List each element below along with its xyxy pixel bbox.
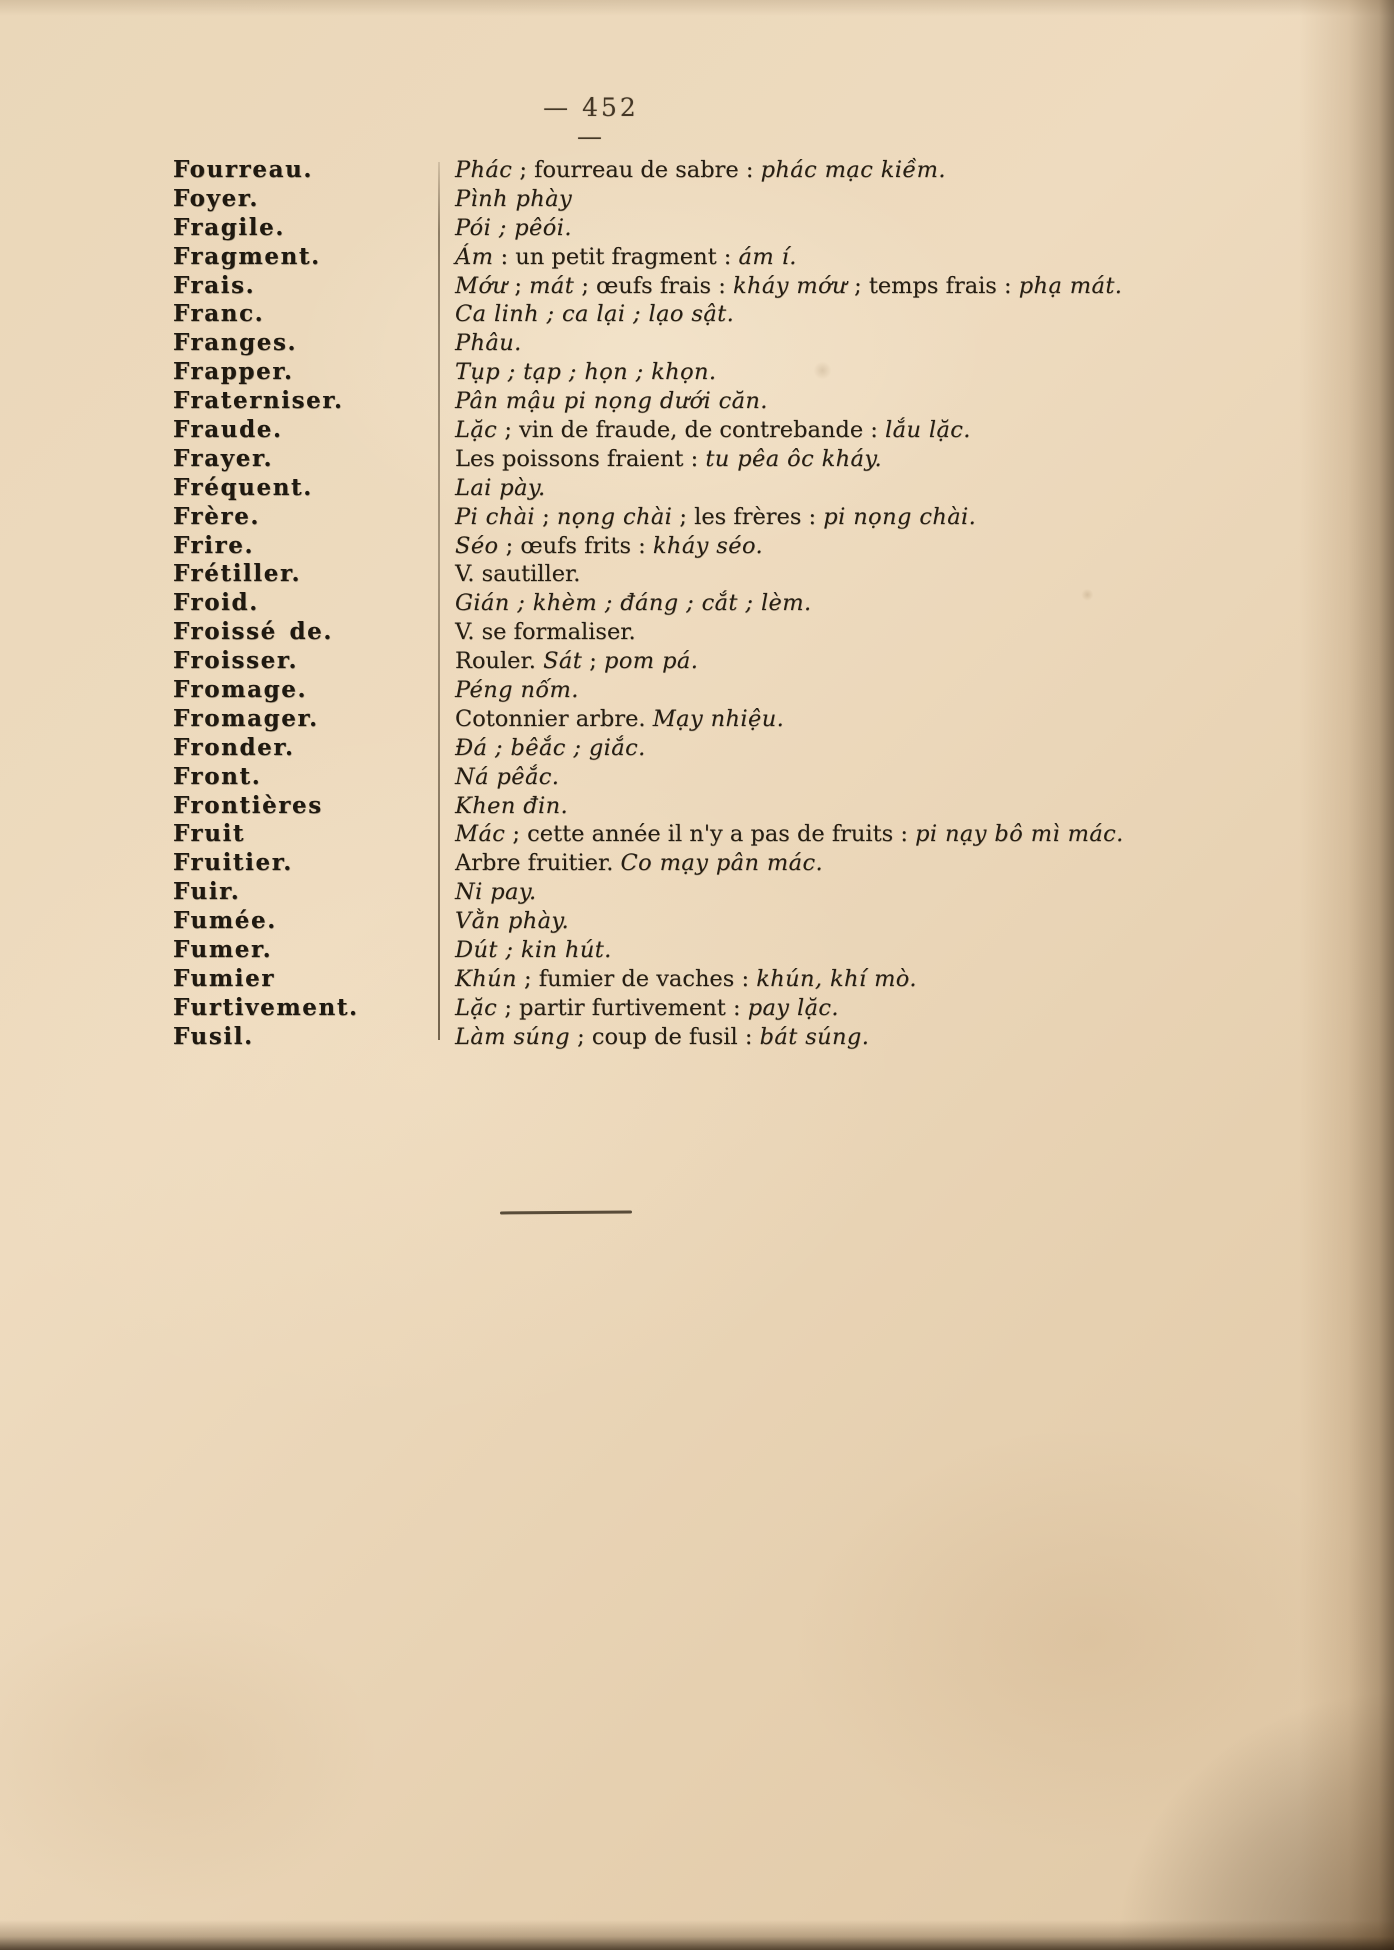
definition-text: Ná pêắc. (455, 763, 560, 790)
definition-text: Khen đin. (455, 792, 569, 819)
french-headword: Front. (173, 762, 262, 790)
definition-text: Lai pày. (455, 474, 546, 501)
dictionary-entry-row (0, 589, 1340, 618)
dictionary-entry-row (0, 358, 1340, 387)
definition-text: Séo ; œufs frits : kháy séo. (455, 532, 764, 559)
definition-text: Lặc ; vin de fraude, de contrebande : lắu lặc. (455, 417, 971, 444)
dictionary-entry-row (0, 734, 1340, 763)
definition-text: Phác ; fourreau de sabre : phác mạc kiềm. (455, 157, 946, 183)
dictionary-entry-row (0, 329, 1340, 358)
definition-text: Dút ; kin hút. (455, 937, 612, 964)
dictionary-entries (0, 156, 1340, 1052)
page-bottom-shadow (0, 1920, 1394, 1950)
french-headword: Frontières (173, 791, 323, 819)
french-headword: Franc. (173, 300, 265, 328)
french-headword: Fronder. (173, 733, 295, 761)
definition-text: V. se formaliser. (455, 619, 636, 646)
definition-text: Tụp ; tạp ; họn ; khọn. (455, 359, 717, 386)
french-headword: Fromager. (173, 704, 319, 732)
dictionary-entry-row (0, 185, 1340, 214)
french-headword: Fusil. (173, 1022, 254, 1050)
french-headword: Furtivement. (173, 993, 359, 1021)
dictionary-entry-row (0, 243, 1340, 272)
definition-text: Rouler. Sát ; pom pá. (455, 648, 699, 675)
dictionary-entry-row (0, 445, 1340, 474)
dictionary-entry-row (0, 618, 1340, 647)
dictionary-entry-row (0, 560, 1340, 589)
definition-text: Mác ; cette année il n'y a pas de fruits : pi nạy bô mì mác. (455, 821, 1124, 848)
french-headword: Fourreau. (173, 156, 314, 183)
section-divider-line (500, 1211, 632, 1215)
french-headword: Frais. (173, 271, 256, 299)
french-headword: Frire. (173, 531, 255, 559)
french-headword: Froid. (173, 589, 259, 617)
dictionary-entry-row (0, 416, 1340, 445)
dictionary-entry-row (0, 474, 1340, 503)
definition-text: Pình phày (455, 185, 573, 212)
dictionary-entry-row (0, 763, 1340, 792)
dictionary-entry-row (0, 936, 1340, 965)
dictionary-entry-row (0, 214, 1340, 243)
dictionary-entry-row (0, 705, 1340, 734)
definition-text: Gián ; khèm ; đáng ; cắt ; lèm. (455, 590, 812, 617)
french-headword: Fragment. (173, 242, 321, 270)
french-headword: Frétiller. (173, 560, 302, 588)
dictionary-entry-row (0, 849, 1340, 878)
dictionary-entry-row (0, 300, 1340, 329)
definition-text: Ni pay. (455, 879, 537, 906)
french-headword: Fragile. (173, 213, 285, 241)
dictionary-entry-row (0, 272, 1340, 301)
french-headword: Fréquent. (173, 473, 313, 501)
french-headword: Fruitier. (173, 849, 293, 877)
dictionary-entry-row (0, 676, 1340, 705)
definition-text: Ca linh ; ca lại ; lạo sật. (455, 301, 735, 328)
french-headword: Fruit (173, 820, 246, 848)
definition-text: Les poissons fraient : tu pêa ôc kháy. (455, 445, 883, 472)
dictionary-entry-row (0, 503, 1340, 532)
definition-text: Khún ; fumier de vaches : khún, khí mò. (455, 965, 917, 992)
definition-text: Đá ; bêắc ; giắc. (455, 734, 646, 761)
definition-text: Arbre fruitier. Co mạy pân mác. (455, 850, 824, 877)
dictionary-entry-row (0, 965, 1340, 994)
french-headword: Fumer. (173, 936, 273, 964)
french-headword: Fraude. (173, 416, 283, 444)
french-headword: Fumier (173, 964, 276, 992)
page-top-shadow (0, 0, 1394, 16)
french-headword: Frayer. (173, 444, 274, 472)
french-headword: Foyer. (173, 184, 260, 212)
french-headword: Fuir. (173, 878, 241, 906)
dictionary-entry-row (0, 994, 1340, 1023)
french-headword: Fromage. (173, 676, 308, 704)
french-headword: Frère. (173, 502, 261, 530)
french-headword: Froissé de. (173, 618, 333, 646)
definition-text: Vằn phày. (455, 908, 570, 935)
page-number: — 452 — (543, 93, 639, 151)
dictionary-entry-row (0, 907, 1340, 936)
dictionary-entry-row (0, 156, 1340, 185)
dictionary-entry-row (0, 792, 1340, 821)
definition-text: Làm súng ; coup de fusil : bát súng. (455, 1023, 870, 1050)
french-headword: Froisser. (173, 647, 299, 675)
definition-text: Ám : un petit fragment : ám í. (455, 243, 797, 270)
dictionary-entry-row (0, 647, 1340, 676)
french-headword: Fraterniser. (173, 387, 344, 415)
french-headword: Frapper. (173, 358, 294, 386)
dictionary-entry-row (0, 387, 1340, 416)
definition-text: Pân mậu pi nọng dưới căn. (455, 388, 768, 415)
definition-text: Lặc ; partir furtivement : pay lặc. (455, 994, 839, 1021)
dictionary-entry-row (0, 878, 1340, 907)
dictionary-entry-row (0, 820, 1340, 849)
definition-text: V. sautiller. (455, 561, 581, 588)
definition-text: Cotonnier arbre. Mạy nhiệu. (455, 705, 785, 732)
definition-text: Pi chài ; nọng chài ; les frères : pi nọng chài. (455, 503, 977, 530)
page-corner-shadow (1114, 1690, 1394, 1950)
definition-text: Mớư ; mát ; œufs frais : kháy mớư ; temps frais : phạ mát. (455, 272, 1123, 299)
french-headword: Fumée. (173, 907, 277, 935)
definition-text: Péng nốm. (455, 677, 579, 704)
dictionary-entry-row (0, 532, 1340, 561)
french-headword: Franges. (173, 329, 298, 357)
definition-text: Pói ; pêói. (455, 214, 572, 241)
definition-text: Phâu. (455, 330, 522, 357)
dictionary-entry-row (0, 1023, 1340, 1052)
